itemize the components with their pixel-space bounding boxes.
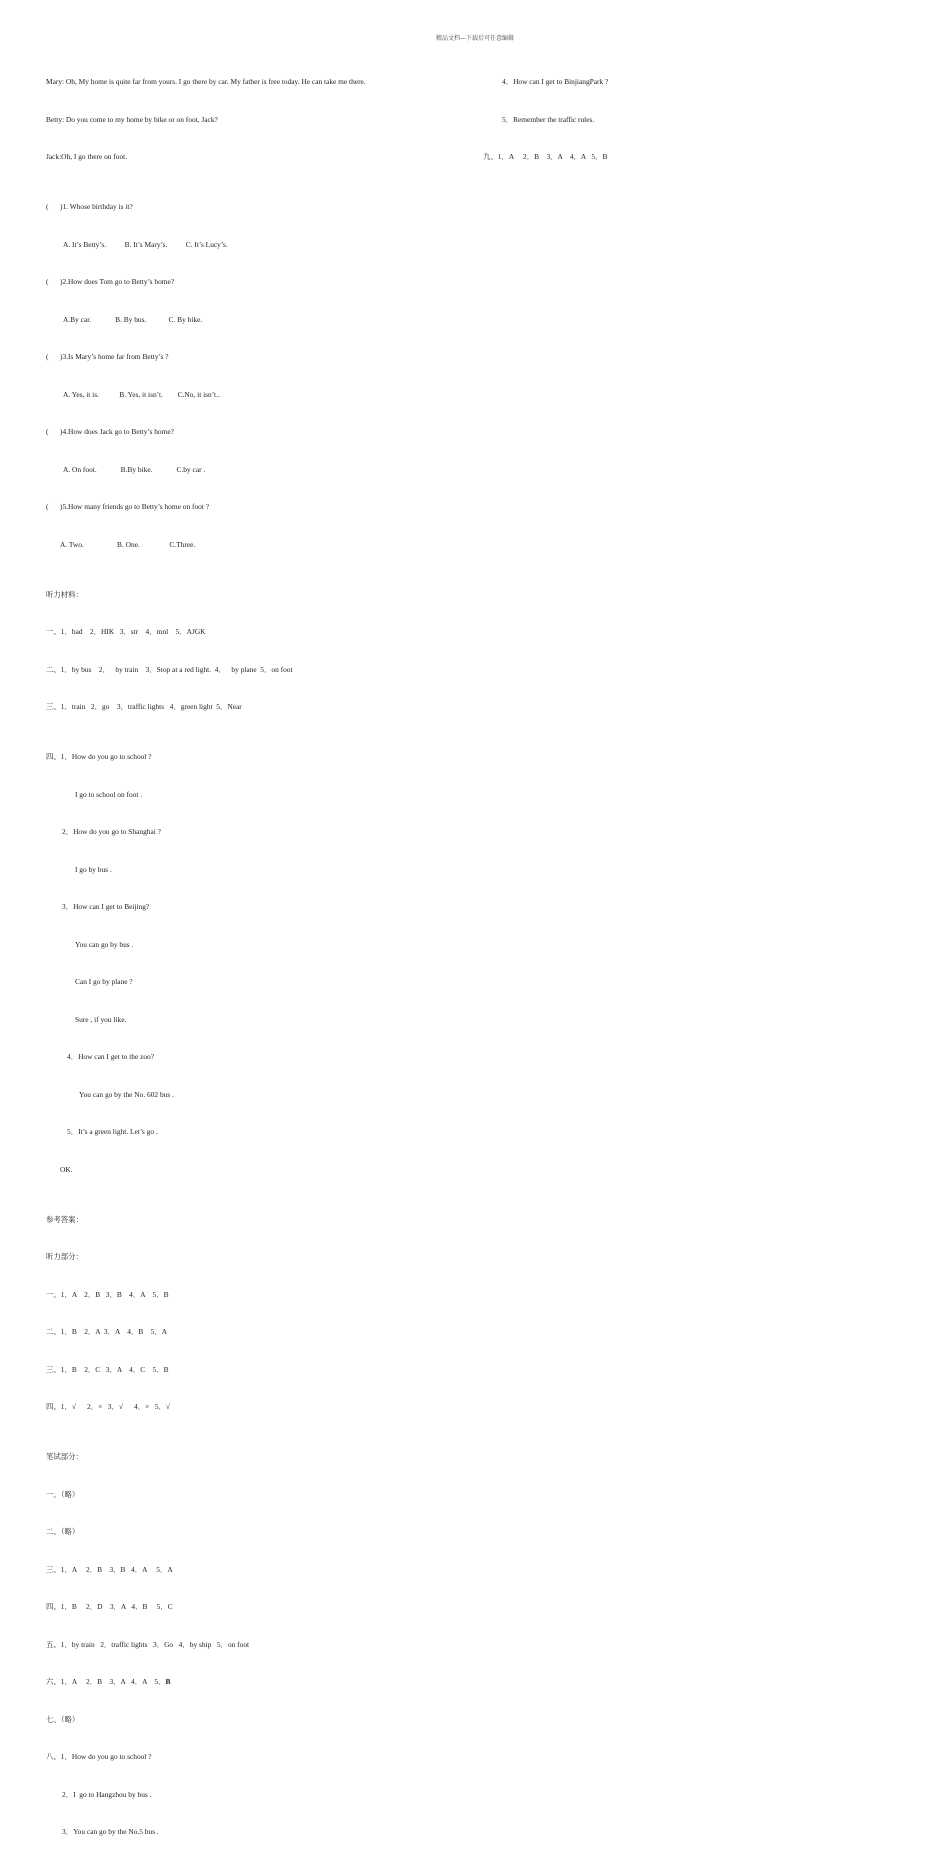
answer-line: 2．I go to Hangzhou by bus .: [62, 1789, 152, 1799]
listening-a: I go to school on foot .: [75, 789, 143, 799]
listening-a: OK.: [60, 1164, 73, 1174]
answer-line: 五、1．by train 2．traffic lights 3．Go 4．by ship 5．on foot: [46, 1639, 250, 1649]
answer-bold: B: [165, 1677, 171, 1686]
answer-line: 四、1．B 2．D 3．A 4．B 5．C: [46, 1602, 173, 1611]
written-part-title: 笔试部分：: [46, 1452, 83, 1461]
answer-bracket: (: [46, 352, 49, 361]
listening-part-title: 听力部分：: [46, 1252, 83, 1261]
question-text: )4.How does Jack go to Betty’s home?: [60, 427, 174, 436]
listening-line: 三、1．train 2．go 3．traffic lights 4．green light 5．Near: [46, 702, 242, 711]
answers-title: 参考答案：: [46, 1214, 83, 1224]
question-1: [46, 201, 476, 214]
listening-title: 听力材料：: [46, 589, 83, 599]
question-options: A. Yes, it is. B. Yes, it isn’t. C.No, it isn’t..: [63, 389, 220, 399]
question-options: A.By car. B. By bus. C. By bike.: [63, 314, 203, 324]
answer-line: 一、1．A 2．B 3．B 4．A 5．B: [46, 1289, 169, 1299]
page-header: 精品文档---下载后可任意编辑: [436, 36, 514, 42]
question-text: )2.How does Tom go to Betty’s home?: [60, 277, 175, 286]
answer-bracket: (: [46, 202, 49, 211]
answer-bracket: (: [46, 277, 49, 286]
dialog-line: Betty: Do you come to my home by bike or on foot, Jack?: [46, 114, 218, 124]
listening-q: 2．How do you go to Shanghai ?: [62, 827, 161, 836]
right-column: [483, 51, 903, 176]
listening-line: 一、1．bad 2．HIK 3．str 4．mnl 5．AJGK: [46, 627, 206, 636]
answer-line: 4．How can I get to BinjiangPark ?: [502, 77, 609, 86]
answer-line: 九、1．A 2．B 3．A 4．A 5．B: [483, 152, 608, 161]
question-4: [46, 426, 476, 439]
answer-line: 一、（略）: [46, 1489, 80, 1499]
dialog-line: Mary: Oh, My home is quite far from yours. I go there by car. My father is free today. He can take me there.: [46, 77, 366, 86]
question-options: A. On foot. B.By bike. C.by car .: [63, 464, 206, 474]
listening-line: 二、1．by bus 2． by train 3．Stop at a red light. 4． by plane 5．on foot: [46, 664, 293, 674]
answer-line: [46, 1676, 476, 1689]
listening-a: You can go by bus .: [75, 939, 134, 949]
answer-line: 三、1．B 2．C 3．A 4．C 5．B: [46, 1364, 169, 1374]
question-text: )5.How many friends go to Betty’s home on foot ?: [60, 502, 210, 511]
question-2: [46, 276, 476, 289]
listening-a: Sure , if you like.: [75, 1014, 127, 1024]
question-3: [46, 351, 476, 364]
dialog-line: Jack:Oh, I go there on foot.: [46, 152, 128, 161]
answer-line: 八、1．How do you go to school ?: [46, 1752, 152, 1761]
listening-q: 四、1．How do you go to school ?: [46, 752, 152, 761]
listening-q: 3．How can I get to Beijing?: [62, 902, 150, 911]
question-text: )3.Is Mary’s home far from Betty’s ?: [60, 352, 169, 361]
question-options: A. Two. B. One. C.Three.: [60, 539, 196, 549]
answer-bracket: (: [46, 427, 49, 436]
answer-line: 二、（略）: [46, 1527, 80, 1536]
answer-line: 3．You can go by the No.5 bus .: [62, 1827, 159, 1836]
listening-a: You can go by the No. 602 bus .: [79, 1089, 174, 1099]
question-options: A. It’s Betty’s. B. It’s Mary’s. C. It’s Lucy’s.: [63, 239, 228, 249]
listening-a: Can I go by plane ?: [75, 977, 133, 986]
listening-q: 4．How can I get to the zoo?: [67, 1052, 155, 1061]
answer-line: 四、1．√ 2．× 3．√ 4．× 5．√: [46, 1402, 170, 1411]
question-5: [46, 501, 476, 514]
left-column: [46, 51, 476, 1851]
answer-text: 六、1．A 2．B 3．A 4．A 5．: [46, 1677, 166, 1686]
question-text: )1. Whose birthday is it?: [60, 202, 133, 211]
listening-q: 5．It’s a green light. Let’s go .: [67, 1127, 158, 1136]
answer-bracket: (: [46, 502, 49, 511]
answer-line: 七、（略）: [46, 1714, 80, 1724]
answer-line: 二、1．B 2．A 3．A 4．B 5．A: [46, 1327, 168, 1336]
listening-a: I go by bus .: [75, 864, 112, 874]
answer-line: 三、1．A 2．B 3．B 4．A 5．A: [46, 1564, 173, 1574]
answer-line: 5．Remember the traffic rules.: [502, 114, 595, 124]
